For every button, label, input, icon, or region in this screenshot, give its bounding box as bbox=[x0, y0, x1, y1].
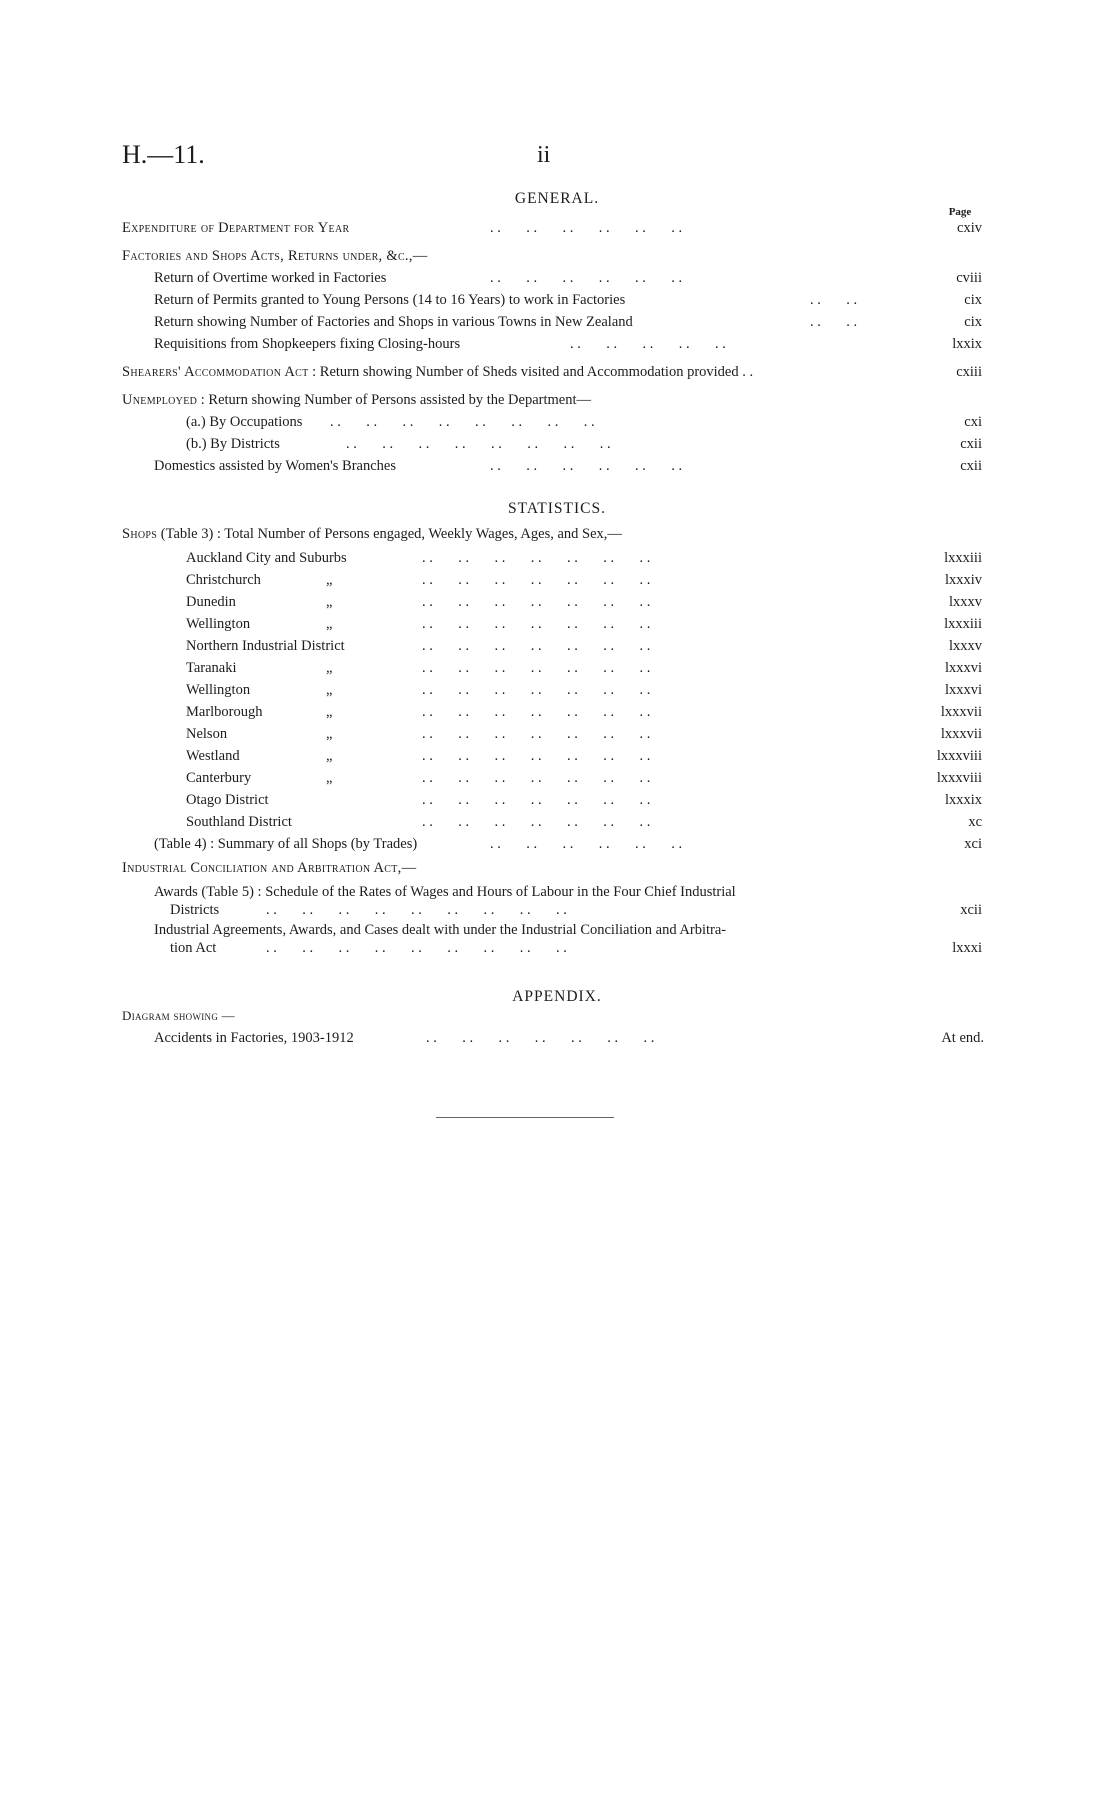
entry-page: lxxix bbox=[952, 336, 982, 352]
entry-label: (a.) By Occupations bbox=[186, 414, 303, 430]
ditto-mark: „ bbox=[326, 682, 333, 698]
district-page: lxxxvii bbox=[940, 726, 982, 742]
ditto-mark: „ bbox=[326, 770, 333, 786]
toc-entry-expenditure bbox=[0, 218, 1114, 238]
leader-dots: . . . . bbox=[810, 292, 858, 308]
entry-label-caps: Shearers' Accommodation Act bbox=[122, 364, 309, 380]
district-name: Wellington bbox=[186, 682, 251, 698]
toc-entry-requisitions bbox=[0, 334, 1114, 354]
leader-dots: . . . . . . . . . . . . . . bbox=[422, 638, 651, 654]
leader-dots: . . . . . . . . . . . . . . bbox=[422, 814, 651, 830]
entry-label: Diagram showing — bbox=[122, 1008, 235, 1023]
district-name: Marlborough bbox=[186, 704, 263, 720]
section-heading-appendix: APPENDIX. bbox=[512, 988, 602, 1005]
district-page: xc bbox=[968, 814, 982, 830]
district-page: lxxxiii bbox=[944, 616, 982, 632]
leader-dots: . . . . . . . . . . bbox=[570, 336, 726, 352]
closing-rule bbox=[436, 1117, 614, 1118]
entry-label: tion Act bbox=[170, 940, 217, 956]
entry-page: cviii bbox=[956, 270, 982, 286]
entry-label: (Table 4) : Summary of all Shops (by Trades) bbox=[154, 836, 418, 852]
entry-label: Accidents in Factories, 1903-1912 bbox=[154, 1030, 354, 1046]
entry-label: Districts bbox=[170, 902, 220, 918]
leader-dots: . . . . . . . . . . . . . . . . . . bbox=[266, 940, 567, 956]
leader-dots: . . . . . . . . . . . . . . bbox=[422, 704, 651, 720]
toc-entry-by-occupations bbox=[0, 412, 1114, 432]
district-name: Dunedin bbox=[186, 594, 236, 610]
entry-label-rest: : Return showing Number of Persons assisted by the Department— bbox=[200, 392, 591, 408]
entry-label: Domestics assisted by Women's Branches bbox=[154, 458, 397, 474]
district-name: Taranaki bbox=[186, 660, 237, 676]
leader-dots: . . . . . . . . . . . . . . bbox=[422, 572, 651, 588]
district-name: Northern Industrial District bbox=[186, 638, 345, 654]
entry-page: cix bbox=[964, 314, 982, 330]
district-row bbox=[0, 768, 1114, 788]
district-name: Canterbury bbox=[186, 770, 252, 786]
district-name: Southland District bbox=[186, 814, 292, 830]
entry-label-caps: Shops bbox=[122, 526, 158, 542]
subheading-shops-table3 bbox=[0, 524, 1114, 544]
district-row bbox=[0, 592, 1114, 612]
district-name: Westland bbox=[186, 748, 240, 764]
ditto-mark: „ bbox=[326, 726, 333, 742]
entry-label: Return of Permits granted to Young Persons (14 to 16 Years) to work in Factories bbox=[154, 292, 626, 308]
district-row bbox=[0, 548, 1114, 568]
ditto-mark: „ bbox=[326, 748, 333, 764]
district-name: Wellington bbox=[186, 616, 251, 632]
leader-dots: . . . . . . . . . . . . . . bbox=[422, 726, 651, 742]
entry-label: (b.) By Districts bbox=[186, 436, 280, 452]
ditto-mark: „ bbox=[326, 572, 333, 588]
entry-page: cxiii bbox=[956, 364, 982, 380]
leader-dots: . . . . bbox=[810, 314, 858, 330]
entry-page: xcii bbox=[960, 902, 982, 918]
leader-dots: . . bbox=[742, 364, 754, 380]
district-page: lxxxvi bbox=[944, 660, 982, 676]
entry-page: cxi bbox=[964, 414, 982, 430]
toc-entry-agreements-line2 bbox=[0, 938, 1114, 958]
district-name: Nelson bbox=[186, 726, 228, 742]
entry-label: Industrial Agreements, Awards, and Cases dealt with under the Industrial Conciliation and Arbitra- bbox=[154, 922, 727, 938]
leader-dots: . . . . . . . . . . . . bbox=[490, 220, 683, 236]
entry-label-rest: : Return showing Number of Sheds visited and Accommodation provided bbox=[312, 364, 739, 380]
ditto-mark: „ bbox=[326, 594, 333, 610]
district-row bbox=[0, 702, 1114, 722]
district-row bbox=[0, 812, 1114, 832]
page-column-label: Page bbox=[948, 206, 972, 218]
district-page: lxxxviii bbox=[936, 748, 982, 764]
district-page: lxxxv bbox=[948, 594, 982, 610]
district-name: Christchurch bbox=[186, 572, 261, 588]
leader-dots: . . . . . . . . . . . . bbox=[490, 270, 683, 286]
toc-entry-agreements-line1 bbox=[0, 920, 1114, 940]
toc-entry-by-districts bbox=[0, 434, 1114, 454]
entry-label-caps: Unemployed bbox=[122, 392, 198, 408]
leader-dots: . . . . . . . . . . . . . . bbox=[422, 660, 651, 676]
district-row bbox=[0, 636, 1114, 656]
leader-dots: . . . . . . . . . . . . . . . . bbox=[330, 414, 595, 430]
leader-dots: . . . . . . . . . . . . . . bbox=[422, 770, 651, 786]
leader-dots: . . . . . . . . . . . . bbox=[490, 458, 683, 474]
section-heading-statistics: STATISTICS. bbox=[507, 500, 607, 517]
district-row bbox=[0, 680, 1114, 700]
district-row bbox=[0, 724, 1114, 744]
entry-page: lxxxi bbox=[952, 940, 982, 956]
entry-label: Expenditure of Department for Year bbox=[122, 220, 350, 236]
subheading-factories-acts bbox=[0, 246, 1114, 266]
entry-label: Requisitions from Shopkeepers fixing Closing-hours bbox=[154, 336, 461, 352]
leader-dots: . . . . . . . . . . . . . . bbox=[422, 616, 651, 632]
entry-label: Factories and Shops Acts, Returns under, &c.,— bbox=[122, 248, 428, 264]
leader-dots: . . . . . . . . . . . . bbox=[490, 836, 683, 852]
district-page: lxxxviii bbox=[936, 770, 982, 786]
toc-entry-accidents bbox=[0, 1028, 1114, 1048]
entry-label bbox=[122, 362, 753, 382]
entry-label: Industrial Conciliation and Arbitration Act,— bbox=[122, 860, 417, 876]
toc-entry-awards-line2 bbox=[0, 900, 1114, 920]
entry-label: Return showing Number of Factories and Shops in various Towns in New Zealand bbox=[154, 314, 633, 330]
district-row bbox=[0, 614, 1114, 634]
entry-label: Return of Overtime worked in Factories bbox=[154, 270, 387, 286]
ditto-mark: „ bbox=[326, 616, 333, 632]
leader-dots: . . . . . . . . . . . . . . . . bbox=[346, 436, 611, 452]
leader-dots: . . . . . . . . . . . . . . bbox=[426, 1030, 655, 1046]
subheading-diagram bbox=[0, 1006, 1114, 1026]
toc-entry-shearers bbox=[0, 362, 1114, 382]
leader-dots: . . . . . . . . . . . . . . bbox=[422, 550, 651, 566]
entry-page: cxii bbox=[960, 458, 982, 474]
district-page: lxxxvi bbox=[944, 682, 982, 698]
entry-page: cxiv bbox=[957, 220, 982, 236]
district-page: lxxxiii bbox=[944, 550, 982, 566]
district-row bbox=[0, 746, 1114, 766]
ditto-mark: „ bbox=[326, 660, 333, 676]
toc-entry-permits bbox=[0, 290, 1114, 310]
toc-entry-domestics bbox=[0, 456, 1114, 476]
leader-dots: . . . . . . . . . . . . . . bbox=[422, 594, 651, 610]
district-row bbox=[0, 570, 1114, 590]
entry-label bbox=[122, 390, 591, 410]
entry-page: xci bbox=[964, 836, 982, 852]
leader-dots: . . . . . . . . . . . . . . bbox=[422, 792, 651, 808]
district-page: lxxxvii bbox=[940, 704, 982, 720]
page-number: ii bbox=[537, 142, 551, 168]
district-row bbox=[0, 658, 1114, 678]
district-name: Otago District bbox=[186, 792, 269, 808]
toc-entry-table4 bbox=[0, 834, 1114, 854]
subheading-unemployed bbox=[0, 390, 1114, 410]
subheading-ica-act bbox=[0, 858, 1114, 878]
entry-page: At end. bbox=[941, 1030, 984, 1046]
toc-entry-overtime bbox=[0, 268, 1114, 288]
leader-dots: . . . . . . . . . . . . . . bbox=[422, 682, 651, 698]
ditto-mark: „ bbox=[326, 704, 333, 720]
entry-label: Awards (Table 5) : Schedule of the Rates of Wages and Hours of Labour in the Four Chief Industrial bbox=[154, 884, 736, 900]
district-name: Auckland City and Suburbs bbox=[186, 550, 347, 566]
leader-dots: . . . . . . . . . . . . . . . . . . bbox=[266, 902, 567, 918]
district-row bbox=[0, 790, 1114, 810]
entry-label-rest: (Table 3) : Total Number of Persons engaged, Weekly Wages, Ages, and Sex,— bbox=[160, 526, 622, 542]
leader-dots: . . . . . . . . . . . . . . bbox=[422, 748, 651, 764]
document-reference: H.—11. bbox=[122, 140, 205, 169]
entry-label bbox=[122, 524, 622, 544]
toc-entry-factories-shops-towns bbox=[0, 312, 1114, 332]
toc-entry-awards-line1 bbox=[0, 882, 1114, 902]
district-page: lxxxiv bbox=[944, 572, 982, 588]
entry-page: cix bbox=[964, 292, 982, 308]
entry-page: cxii bbox=[960, 436, 982, 452]
district-page: lxxxix bbox=[944, 792, 982, 808]
section-heading-general: GENERAL. bbox=[514, 190, 600, 207]
district-page: lxxxv bbox=[948, 638, 982, 654]
